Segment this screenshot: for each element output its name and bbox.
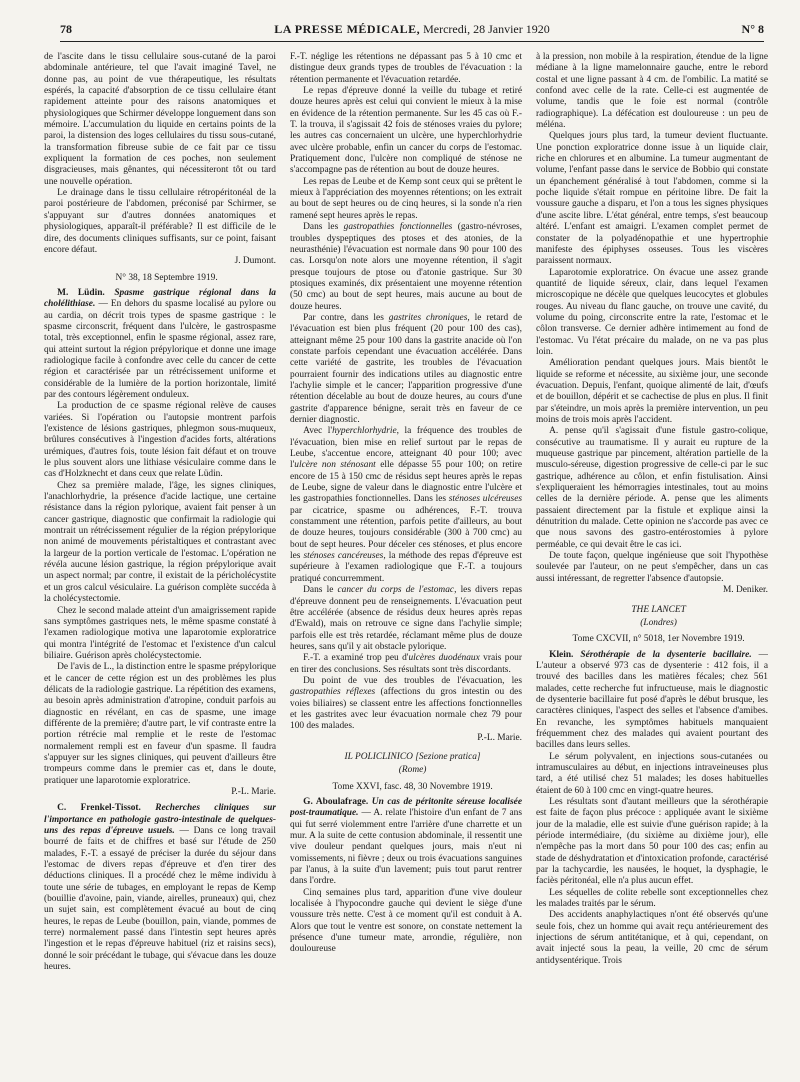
issue-number: N° 8 [741,22,764,36]
paragraph [290,426,522,585]
abstract-heading [44,288,276,401]
paragraph: Le drainage dans le tissu cellulaire rétropéritonéal de la paroi postérieure de l'abdomen, préconisé par Schirmer, se s'appuyant sur d'autres données anatomiques et physiologiques, apparaît-il préférable? Il est difficile de le dire, des documents cliniques suffisants, sur ce point, faisant encore défaut. [44,188,276,255]
abstract-author: M. Lüdin. [57,287,105,298]
abstract-title: Un cas de péritonite séreuse localisée post-traumatique. [290,797,522,819]
section-place: (Londres) [640,617,677,628]
paragraph [290,676,522,733]
column-2 [290,52,522,1072]
paragraph [290,222,522,313]
text-run: (affections du gros intestin ou des voies biliaires) se classent entre les affections fonctionnelles et les gastrites avec leur évacuation normale chez 79 pour 100 des malades. [290,687,522,732]
text-run: vrais pour en tirer des conclusions. Ses résultats sont très discordants. [290,653,522,675]
text-run: elle dépasse 55 pour 100; on retire encore de 15 à 150 cmc de résidus sept heures après le repas de Leube, signe de valeur dans le diagnostic entre l'ulcère et les gastropathies fonctionnelles. Dans les [290,460,522,505]
text-run: , la fréquence des troubles de l'évacuation, bien mise en relief surtout par le repas de Leube, s'accentue encore, atteignant 40 pour 100; avec l' [290,426,522,471]
paragraph: Des accidents anaphylactiques n'ont été observés qu'une seule fois, chez un homme qui avait reçu antérieurement des injections de sérum antitétanique, et à qui, cependant, on avait injecté sous la peau, la veille, 20 cmc de sérum antidysentérique. Trois [536,910,768,966]
paragraph: La production de ce spasme régional relève de causes variées. Si l'opération ou l'autopsie montrent parfois l'existence de lésions gastriques, phlegmon sous-muqueux, brûlures consécutives à l'ingestion d'acides forts, altérations urémiques, d'autres fois, toute lésion fait défaut et on trouve le plus souvent alors une lithiase vésiculaire comme dans le cas d'Holzknecht et dans ceux que relate Lüdin. [44,401,276,480]
italic-term: hyperchlorhydrie [332,426,397,437]
paragraph: à la pression, non mobile à la respiration, étendue de la ligne médiane à la ligne mamelonnaire gauche, entre le rebord costal et une ligne passant à 4 cm. de l'ombilic. La matité se confond avec celle de la rate. Celle-ci est augmentée de volume, tandis que le foie est normal (contrôle radiographique). La défécation est douloureuse : un peu de méléna. [536,52,768,131]
text-run: Avec l' [303,426,333,437]
paragraph: Le sérum polyvalent, en injections sous-cutanées ou intramusculaires au début, en injections intraveineuses plus tard, a été utilisé chez 51 malades; les doses habituelles étaient de 60 à 100 cmc en vingt-quatre heures. [536,751,768,796]
paragraph: Les résultats sont d'autant meilleurs que la sérothérapie est faite de façon plus précoce : appliquée avant le sixième jour de la maladie, elle est suivie d'une guérison rapide; à la période intermédiaire, (du sixième au dixième jour), elle n'empêche pas la mort dans 50 pour 100 des cas; enfin au stade de déshydratation et d'intoxication profonde, caractérisé par la tachycardie, les nausées, le hoquet, la dysphagie, le faciès péritonéal, elle n'a plus aucun effet. [536,797,768,887]
abstract-author: G. Aboulafrage. [303,797,369,807]
abstract-text: — Dans ce long travail bourré de faits et de chiffres et basé sur l'étude de 250 malades, F.-T. a essayé de préciser la durée du séjour dans l'estomac de divers repas d'épreuve et d'en tirer des déductions cliniques. Il a procédé chez le même individu à toute une série de tubages, en employant le repas de Kemp (bouillie d'avoine, pain, viande, airelles, pruneaux) qui, chez un sujet sain, est complètement évacué au bout de cinq heures, le repas de Leube (bouillon, pain, viande, pommes de terre) normalement passé dans l'intestin sept heures après l'ingestion et le repas d'épreuve habituel (riz et raisins secs), donné le soir précédant le tubage, qui s'évacue dans les douze heures. [44,826,276,973]
text-run: , la méthode des repas d'épreuve est supérieure à l'examen radiologique que F.-T. a toujours pratiqué concurremment. [290,551,522,584]
abstract-text: — A. relate l'histoire d'un enfant de 7 ans qui fut serré violemment entre l'arrière d'une charrette et un mur. A la suite de cette contusion abdominale, il ressentit une vive douleur pendant quelques jours, mais n'eut ni vomissements, ni fièvre ; deux ou trois évacuations sanguines par l'anus, à la suite d'un lavement; puis tout parut rentrer dans l'ordre. [290,808,522,887]
text-run: F.-T. a examiné trop peu d' [303,653,409,664]
issue-reference: N° 38, 18 Septembre 1919. [115,272,218,283]
abstract-heading [44,803,276,973]
column-3 [536,52,768,1072]
paragraph: De toute façon, quelque ingénieuse que soit l'hypothèse soulevée par l'auteur, on ne peut s'empêcher, dans un cas aussi intéressant, de regretter l'absence d'autopsie. [536,551,768,584]
author-signature: J. Dumont. [234,256,276,267]
section-heading: THE LANCET [631,604,686,615]
italic-term: ulcères duodénaux [408,653,480,664]
paragraph: Le repas d'épreuve donné la veille du tubage et retiré douze heures après est celui qui convient le mieux à la mise en évidence de la rétention permanente. Sur les 45 cas où F.-T. la trouva, il s'agissait 42 fois de sténoses vraies du pylore; les autres cas concernaient un ulcère, une hyperchlorhydrie avec ulcère probable, enfin un cancer du corps de l'estomac. Pratiquement donc, l'ulcère non compliqué de sténose ne s'accompagne pas de rétention au bout de douze heures. [290,86,522,176]
section-place: (Rome) [398,765,427,776]
column-1 [44,52,276,1072]
text-run: Dans les [303,222,344,233]
italic-term: gastropathies fonctionnelles [343,222,453,233]
text-run: par cicatrice, spasme ou adhérences, F.-T. trouva constamment une rétention, parfois petite d'ailleurs, au bout de douze heures, toujours considérable (300 à 700 cmc) au bout de sept heures. Pour déceler ces sténoses, et plus encore les [290,505,522,562]
abstract-author: C. Frenkel-Tissot. [57,803,141,814]
section-heading: IL POLICLINICO [Sezione pratica] [344,751,481,762]
italic-term: sténoses ulcéreuses [448,494,522,505]
abstract-heading [290,797,522,888]
text-run: Par contre, dans les [303,312,389,323]
running-title [60,22,764,37]
issue-reference: Tome CXCVII, n° 5018, 1er Novembre 1919. [572,634,745,645]
paragraph: A. pense qu'il s'agissait d'une fistule gastro-colique, consécutive au traumatisme. Il y aurait eu rupture de la muqueuse gastrique par pincement, altération partielle de la musculo-séreuse, digestion progressive de celle-ci par le suc gastrique, adhérence au côlon, et enfin fistulisation. Ainsi s'expliqueraient les hémorragies intestinales, tout au moins celles de la dernière période. A. pense que les aliments passaient directement par la fistule et explique ainsi la dénutrition du malade. Cette opinion ne s'accorde pas avec ce que nous savons des gastro-entérostomies à pylore perméable, ce qui devait être le cas ici. [536,426,768,550]
paragraph: Les séquelles de colite rebelle sont exceptionnelles chez les malades traités par le sérum. [536,887,768,910]
issue-reference: Tome XXVI, fasc. 48, 30 Novembre 1919. [332,781,493,792]
text-run: (gastro-névroses, troubles dyspeptiques des ptoses et des atonies, de la neurasthénie) l'évacuation est normale dans 90 pour 100 des cas. Lorsqu'on note alors une moyenne rétention, il s'agit presque toujours de ptose ou d'atonie gastrique. Sur 30 ptosiques examinés, dix présentaient une moyenne rétention (50 cmc) au bout de sept heures, mais aucune au bout de douze heures. [290,222,522,312]
italic-term: gastrites chroniques [388,312,468,323]
abstract-heading [536,650,768,752]
italic-term: cancer du corps de l'estomac [337,585,455,596]
paragraph: Chez sa première malade, l'âge, les signes cliniques, l'anachlorhydrie, la présence d'acide lactique, une certaine résistance dans la région pylorique, avaient fait penser à un cancer gastrique, diagnostic que confirmait la radiologie qui montrait un rétrécissement régulier de la région prépylorique non animé de mouvements péristaltiques et contrastant avec la largeur de la portion verticale de l'estomac. L'opération ne révéla aucune lésion gastrique, la région prépylorique avait un aspect normal; par contre, il existait de la péricholécystite et un gros calcul vésiculaire. La guérison complète succéda à la cholécystectomie. [44,480,276,605]
text-run: Du point de vue des troubles de l'évacuation, les [303,675,522,686]
paragraph: Laparotomie exploratrice. On évacue une assez grande quantité de liquide séreux, clair, dans lequel l'examen microscopique ne décèle que quelques leucocytes et globules rouges. Au niveau du flanc gauche, on trouve une cavité, du volume du poing, circonscrite entre la rate, l'estomac et le côlon transverse. Ce dernier adhère intimement au fond de l'estomac. Vu l'état précaire du malade, on ne va pas plus loin. [536,267,768,357]
abstract-title: Sérothérapie de la dysenterie bacillaire. [580,649,752,660]
paragraph: Quelques jours plus tard, la tumeur devient fluctuante. Une ponction exploratrice donne issue à un liquide clair, riche en chlorures et en albumine. La tumeur augmentant de volume, l'enfant passe dans le service de Bobbio qui constate un épanchement généralisé à tout l'abdomen, comme si la poche liquide s'était rompue en péritoine libre. De fait la voussure gauche a disparu, et l'on a tous les signes physiques d'une ascite libre. L'état général, entre temps, s'est beaucoup altéré. L'enfant est amaigri. L'examen complet permet de constater de la polyadénopathie et une hypertrophie manifeste des épiphyses osseuses. Tous les viscères paraissent normaux. [536,131,768,267]
text-run: Dans le [303,585,338,596]
italic-term: sténoses cancéreuses [303,551,384,562]
header-rule [60,41,764,42]
page-number: 78 [60,22,72,36]
text-run: , les divers repas d'épreuve donnent peu de renseignements. L'évacuation peut être accélérée (absence de résidus deux heures après repas d'Ewald), mais on retrouve ce signe dans l'achylie simple; parfois elle est très retardée, réclamant même plus de douze heures, sans qu'il y ait obstacle pylorique. [290,585,522,652]
italic-term: ulcère non sténosant [294,460,376,471]
text-run: , le retard de l'évacuation est bien plus fréquent (20 pour 100 des cas), atteignant même 25 pour 100 dans la gastrite anacide où l'on constate parfois cependant une évacuation accélérée. Dans cette variété de gastrite, les troubles de l'évacuation pourraient fournir des indications utiles au diagnostic entre l'achylie simple et le cancer; l'apparition progressive d'une rétention décelable au bout de douze heures, au cours d'une gastrite d'apparence bénigne, serait très en faveur de ce dernier diagnostic. [290,312,522,425]
abstract-text: — L'auteur a observé 973 cas de dysenterie : 412 fois, il a trouvé des bacilles dans les matières fécales; chez 561 malades, cette recherche fut infructueuse, mais le diagnostic de dysenterie bacillaire fut posé d'après le début brusque, les caractères cliniques, l'aspect des selles et l'absence d'amibes. En revanche, les symptômes habituels manquaient fréquemment chez des malades qui avaient pourtant des bacilles dans leurs selles. [536,649,768,751]
paragraph [290,653,522,676]
paragraph: de l'ascite dans le tissu cellulaire sous-cutané de la paroi abdominale antérieure, tel que l'avait imaginé Tavel, ne donne pas, au point de vue thérapeutique, les résultats espérés, la capacité d'absorption de ce tissu cellulaire étant rapidement atteinte pour des raisons anatomiques et physiologiques que Schirmer développe longuement dans son mémoire. L'accumulation du liquide en certains points de la paroi, la distension des loges cellulaires du tissu sous-cutané, la transformation fibreuse subie de ce fait par ce tissu expliquent la formation de ces poches, non seulement disgracieuses, mais gênantes, qui nécessiteront tôt ou tard une nouvelle opération. [44,52,276,187]
paragraph: Cinq semaines plus tard, apparition d'une vive douleur localisée à l'hypocondre gauche qui devient le siège d'une voussure très nette. C'est à ce moment qu'il est conduit à A. Alors que tout le ventre est sonore, on constate nettement la présence d'une tumeur mate, arrondie, régulière, non douloureuse [290,887,522,955]
paragraph: De l'avis de L., la distinction entre le spasme prépylorique et le cancer de cette région est un des problèmes les plus délicats de la radiologie gastrique. La répétition des examens, au besoin après administration d'atropine, conduit parfois au diagnostic en révélant, en cas de spasme, une image différente de la première; d'autre part, le vif contraste entre la portion rétrécie mal remplie et le reste de l'estomac normalement rempli est en faveur d'un spasme. Il faudra s'appuyer sur les signes cliniques, qui peuvent d'ailleurs être trompeurs comme dans le premier cas et, dans le doute, pratiquer une laparotomie exploratrice. [44,662,276,786]
paragraph: Chez le second malade atteint d'un amaigrissement rapide sans symptômes gastriques nets, le même spasme constaté à l'examen radiologique motiva une laparotomie exploratrice qui montra l'intégrité de l'estomac et l'existence d'un calcul biliaire. Guérison après cholécystectomie. [44,605,276,661]
author-signature: P.-L. Marie. [477,732,522,743]
abstract-title: Recherches cliniques sur l'importance en pathologie gastro-intestinale de quelques-uns des repas d'épreuve usuels. [44,803,276,837]
journal-name: LA PRESSE MÉDICALE, [274,22,421,36]
paragraph [290,313,522,426]
paragraph: Les repas de Leube et de Kemp sont ceux qui se prêtent le mieux à l'appréciation des moyennes rétentions; on les extrait au bout de sept heures ou de cinq heures, si la sonde n'a rien ramené sept heures après le repas. [290,176,522,221]
author-signature: M. Deniker. [722,585,768,596]
paragraph: F.-T. néglige les rétentions ne dépassant pas 5 à 10 cmc et distingue deux grands types de troubles de l'évacuation : la rétention permanente et l'évacuation retardée. [290,52,522,85]
page-header [60,18,764,44]
abstract-title: Spasme gastrique régional dans la cholélithiase. [44,287,276,310]
italic-term: gastropathies réflexes [290,687,376,698]
abstract-text: — En dehors du spasme localisé au pylore ou au cardia, on décrit trois types de spasme gastrique : le spasme circonscrit, fréquent dans l'ulcère, le gastrospasme total, très exceptionnel, enfin le spasme régional, assez rare, qui atteint surtout la région prépylorique et donne une image radiologique facile à confondre avec celle du cancer de cette région et caractérisée par un rétrécissement uniforme et considérable de la lumière de la portion horizontale, limité par des contours légèrement onduleux. [44,299,276,400]
paragraph [290,585,522,653]
author-signature: P.-L. Marie. [231,787,276,797]
issue-date: Mercredi, 28 Janvier 1920 [423,22,550,36]
paragraph: Amélioration pendant quelques jours. Mais bientôt le liquide se reforme et nécessite, au sixième jour, une seconde évacuation. Depuis, l'enfant, quoique alimenté de lait, d'œufs et de bouillon, dépérit et se cachectise de plus en plus. Il finit par s'éteindre, un mois après la première intervention, un peu moins de trois mois après l'accident. [536,358,768,425]
abstract-author: Klein. [549,649,574,660]
